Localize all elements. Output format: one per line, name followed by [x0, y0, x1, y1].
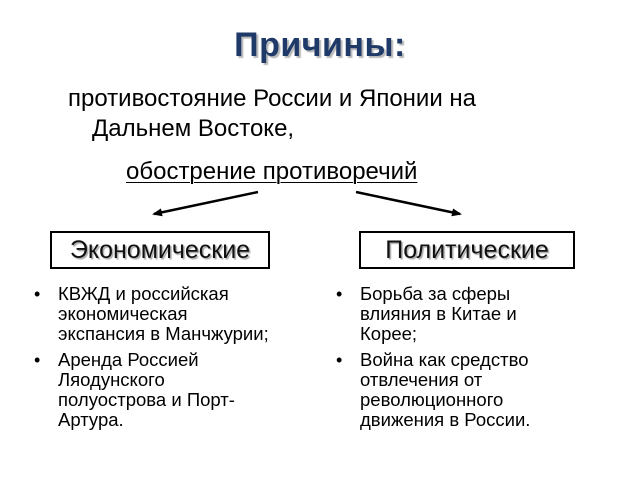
- list-item-text: Борьба за сферы влияния в Китае и Корее;: [360, 283, 517, 344]
- bullet-icon: •: [336, 284, 343, 304]
- list-item: [330, 350, 580, 430]
- list-item-text: Аренда Россией Ляодунского полуострова и Порт- Артура.: [58, 349, 235, 430]
- political-causes-list: [330, 284, 580, 436]
- economic-category-box: Экономические: [50, 231, 270, 269]
- page-title: Причины:: [234, 26, 406, 64]
- cause-text-line-1: противостояние России и Японии на: [68, 85, 476, 112]
- list-item-text: Война как средство отвлечения от революционного движения в России.: [360, 349, 531, 430]
- economic-causes-list: [28, 284, 318, 436]
- contradictions-heading: обострение противоречий: [126, 158, 418, 185]
- cause-text-line-2: Дальнем Востоке,: [92, 115, 295, 142]
- political-category-box: Политические: [359, 231, 575, 269]
- arrow-right: [356, 192, 460, 214]
- list-item: [28, 284, 318, 344]
- bullet-icon: •: [34, 350, 41, 370]
- bullet-icon: •: [336, 350, 343, 370]
- list-item-text: КВЖД и российская экономическая экспансия в Манчжурии;: [58, 283, 269, 344]
- bullet-icon: •: [34, 284, 41, 304]
- arrow-left: [154, 192, 258, 214]
- list-item: [28, 350, 318, 430]
- list-item: [330, 284, 580, 344]
